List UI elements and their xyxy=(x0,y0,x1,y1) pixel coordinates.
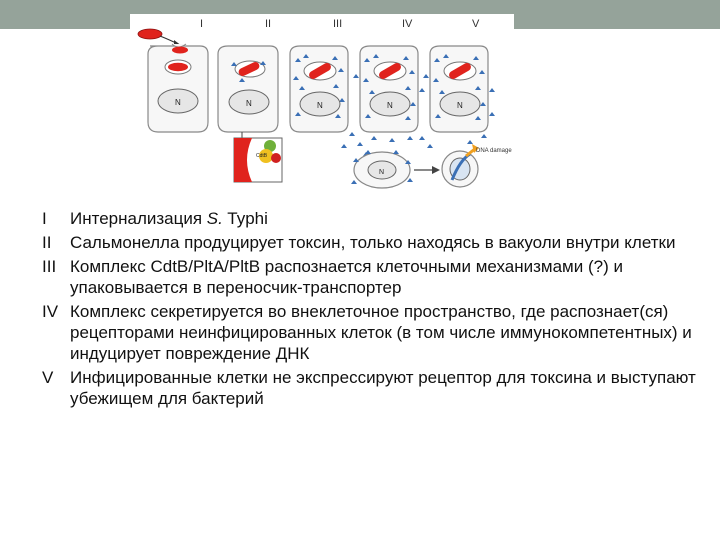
diagram-svg xyxy=(130,14,514,197)
item-text: Комплекс CdtB/PltA/PltB распознается клеточными механизмами (?) и упаковывается в переносчик-транспортер xyxy=(70,257,623,297)
list-item xyxy=(42,256,712,298)
item-text: Комплекс секретируется во внеклеточное пространство, где распознает(ся) рецепторами неинфицированных клеток (в том числе иммунокомпетентных) и индуцирует повреждение ДНК xyxy=(70,302,692,363)
cell-stage-1 xyxy=(148,44,208,132)
item-text-italic: S. xyxy=(206,209,223,228)
item-text-before: Интернализация xyxy=(70,209,207,228)
nucleus-label-1: N xyxy=(175,98,181,107)
item-number: III xyxy=(42,257,57,276)
bacterium-incoming xyxy=(138,29,162,39)
item-text-after: Typhi xyxy=(222,209,268,228)
inset-label: CdtB xyxy=(256,153,268,159)
item-number: II xyxy=(42,233,52,252)
stage-label-1: I xyxy=(200,18,204,30)
cell-stage-3 xyxy=(290,46,348,132)
explanation-list xyxy=(42,208,712,412)
cdtb-inset xyxy=(234,132,282,182)
list-item xyxy=(42,367,712,409)
item-number: IV xyxy=(42,302,59,321)
item-number: V xyxy=(42,368,54,387)
toxin-diagram xyxy=(130,14,514,197)
item-text: Сальмонелла продуцирует токсин, только находясь в вакуоли внутри клетки xyxy=(70,233,676,252)
dna-damage-label: DNA damage xyxy=(476,148,512,154)
item-number: I xyxy=(42,209,47,228)
nucleus-label-5: N xyxy=(457,101,463,110)
nucleus-label-target: N xyxy=(379,169,385,176)
cell-stage-5 xyxy=(423,46,495,132)
stage-label-5: V xyxy=(472,18,480,30)
item-text: Инфицированные клетки не экспрессируют рецептор для токсина и выступают убежищем для бактерий xyxy=(70,368,696,408)
nucleus-label-2: N xyxy=(246,99,252,108)
cell-stage-2 xyxy=(218,46,278,132)
stage-label-4: IV xyxy=(402,18,413,30)
cell-stage-4 xyxy=(353,46,425,142)
nucleus-label-3: N xyxy=(317,101,323,110)
stage-label-2: II xyxy=(265,18,272,30)
list-item xyxy=(42,232,712,253)
nucleus-label-4: N xyxy=(387,101,393,110)
target-cell xyxy=(351,150,413,188)
damage-arrowhead xyxy=(432,166,440,174)
list-item xyxy=(42,208,712,229)
list-item xyxy=(42,301,712,364)
damaged-cell xyxy=(442,144,512,187)
stage-label-3: III xyxy=(333,18,343,30)
